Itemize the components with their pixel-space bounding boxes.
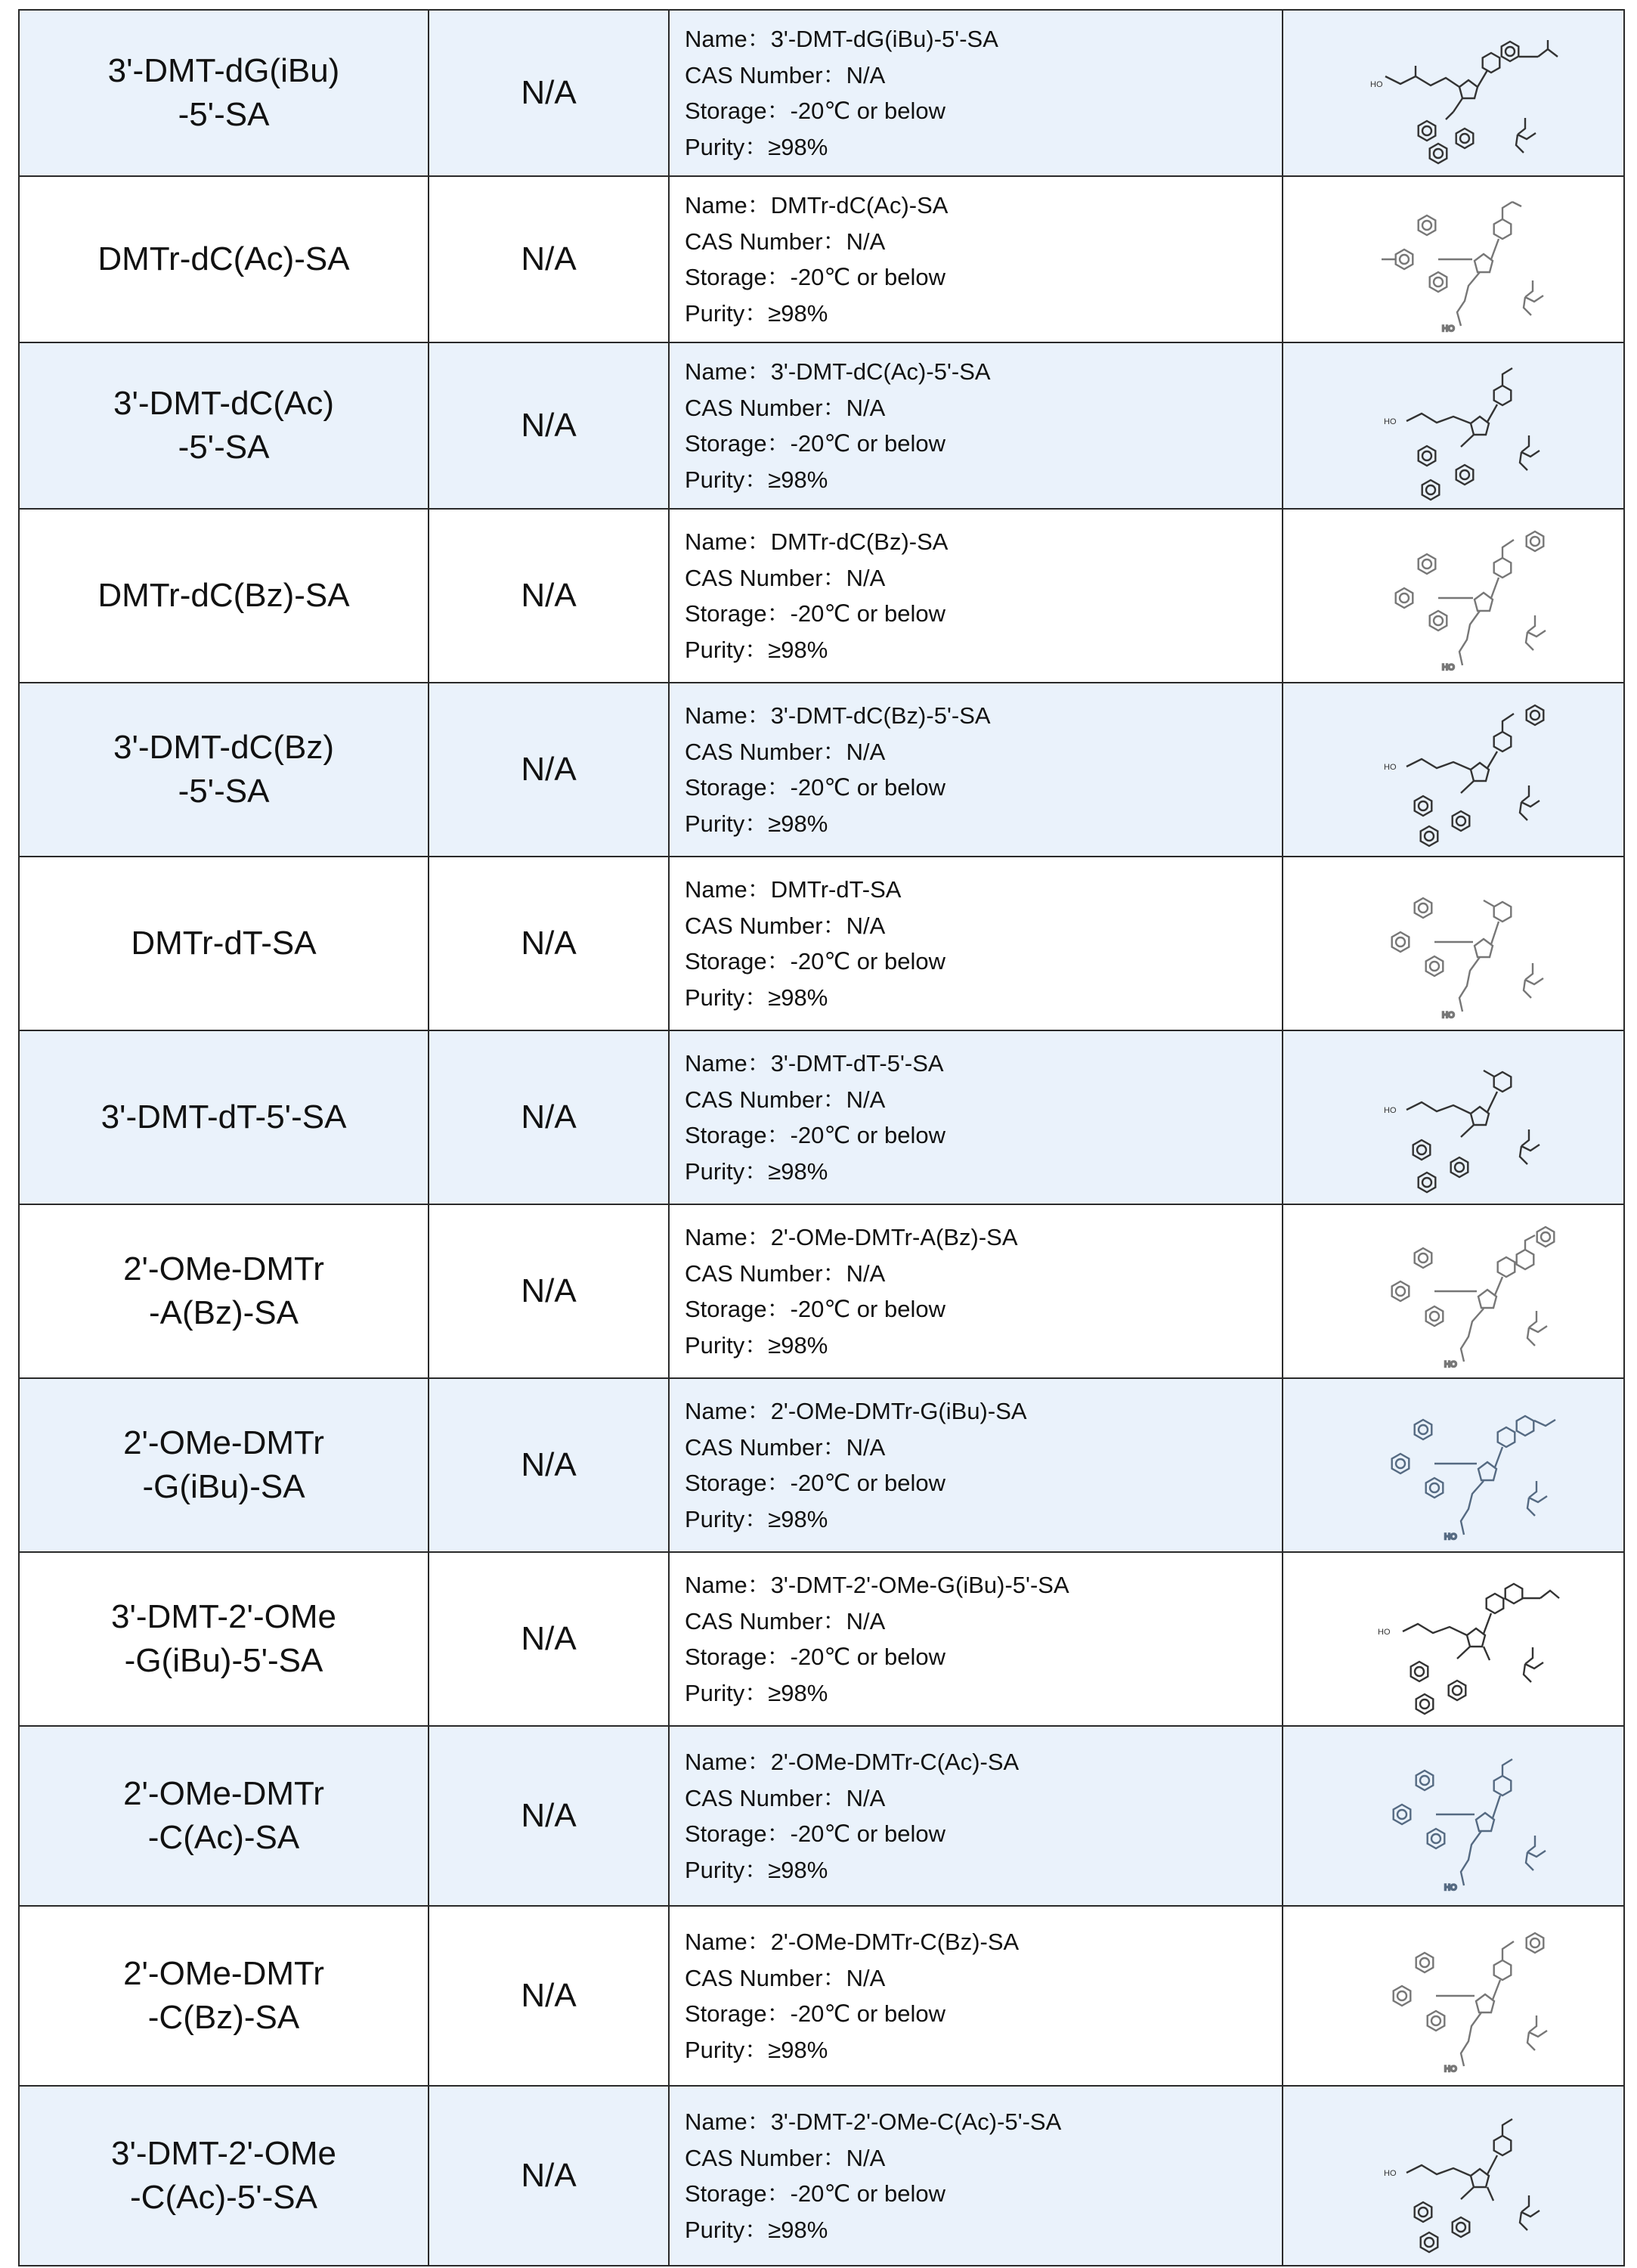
product-name bbox=[19, 857, 429, 1030]
molecule-structure-icon bbox=[1340, 1562, 1567, 1717]
table-row bbox=[19, 1204, 1624, 1378]
cas-number: N/A bbox=[429, 2086, 669, 2266]
info-cas: CAS Number：N/A bbox=[685, 564, 886, 591]
product-name-line: 2'-OMe-DMTr bbox=[123, 1955, 324, 1992]
product-name bbox=[19, 176, 429, 342]
structure-cell bbox=[1283, 1906, 1624, 2086]
info-cas: CAS Number：N/A bbox=[685, 2144, 886, 2171]
svg-text:HO: HO bbox=[1378, 1627, 1391, 1637]
info-storage: Storage：-20℃ or below bbox=[685, 1644, 945, 1670]
product-name bbox=[19, 683, 429, 857]
info-purity: Purity：≥98% bbox=[685, 466, 828, 493]
table-row bbox=[19, 176, 1624, 342]
molecule-structure-icon bbox=[1340, 1388, 1567, 1543]
svg-text:HO: HO bbox=[1442, 324, 1455, 333]
svg-text:HO: HO bbox=[1384, 417, 1397, 426]
cas-number: N/A bbox=[429, 342, 669, 509]
product-info bbox=[669, 509, 1283, 683]
info-purity: Purity：≥98% bbox=[685, 133, 828, 160]
product-name bbox=[19, 1552, 429, 1726]
product-name bbox=[19, 10, 429, 176]
product-name-line: DMTr-dT-SA bbox=[131, 925, 317, 962]
cas-number: N/A bbox=[429, 10, 669, 176]
svg-text:HO: HO bbox=[1384, 762, 1397, 772]
product-info bbox=[669, 342, 1283, 509]
product-info bbox=[669, 857, 1283, 1030]
info-cas: CAS Number：N/A bbox=[685, 61, 886, 88]
product-info bbox=[669, 683, 1283, 857]
product-name-line: -C(Bz)-SA bbox=[147, 1999, 300, 2036]
info-cas: CAS Number：N/A bbox=[685, 1259, 886, 1287]
cas-number: N/A bbox=[429, 1030, 669, 1204]
product-name-line: -C(Ac)-SA bbox=[147, 1819, 300, 1856]
product-info bbox=[669, 1552, 1283, 1726]
table-row bbox=[19, 1378, 1624, 1552]
molecule-structure-icon bbox=[1340, 2099, 1567, 2254]
molecule-structure-icon bbox=[1340, 1919, 1567, 2074]
structure-cell bbox=[1283, 1726, 1624, 1906]
product-name bbox=[19, 1030, 429, 1204]
product-name-line: 3'-DMT-2'-OMe bbox=[111, 1598, 336, 1635]
info-cas: CAS Number：N/A bbox=[685, 1607, 886, 1634]
product-table bbox=[18, 9, 1625, 2266]
info-cas: CAS Number：N/A bbox=[685, 1086, 886, 1113]
structure-cell bbox=[1283, 1204, 1624, 1378]
molecule-structure-icon bbox=[1340, 17, 1567, 169]
cas-number: N/A bbox=[429, 1552, 669, 1726]
molecule-structure-icon bbox=[1340, 866, 1567, 1021]
molecule-structure-icon bbox=[1340, 692, 1567, 847]
info-name: Name：3'-DMT-2'-OMe-C(Ac)-5'-SA bbox=[685, 2108, 1062, 2135]
info-purity: Purity：≥98% bbox=[685, 810, 828, 837]
info-name: Name：DMTr-dT-SA bbox=[685, 876, 902, 903]
product-info bbox=[669, 1726, 1283, 1906]
table-row bbox=[19, 10, 1624, 176]
info-cas: CAS Number：N/A bbox=[685, 738, 886, 765]
cas-number: N/A bbox=[429, 1378, 669, 1552]
info-storage: Storage：-20℃ or below bbox=[685, 774, 945, 801]
info-name: Name：DMTr-dC(Bz)-SA bbox=[685, 528, 948, 555]
info-storage: Storage：-20℃ or below bbox=[685, 430, 945, 457]
table-row bbox=[19, 2086, 1624, 2266]
svg-text:HO: HO bbox=[1384, 1105, 1397, 1115]
svg-text:HO: HO bbox=[1444, 1359, 1457, 1369]
info-name: Name：3'-DMT-dG(iBu)-5'-SA bbox=[685, 26, 998, 52]
structure-cell bbox=[1283, 509, 1624, 683]
molecule-structure-icon bbox=[1340, 519, 1567, 674]
info-name: Name：DMTr-dC(Ac)-SA bbox=[685, 192, 948, 218]
table-row bbox=[19, 1552, 1624, 1726]
structure-cell bbox=[1283, 857, 1624, 1030]
structure-cell bbox=[1283, 1030, 1624, 1204]
info-storage: Storage：-20℃ or below bbox=[685, 1122, 945, 1148]
product-name-line: DMTr-dC(Bz)-SA bbox=[97, 577, 350, 614]
molecule-structure-icon bbox=[1340, 1214, 1567, 1369]
info-name: Name：3'-DMT-dT-5'-SA bbox=[685, 1050, 944, 1077]
product-name-line: 3'-DMT-2'-OMe bbox=[111, 2135, 336, 2172]
product-name-line: -5'-SA bbox=[178, 429, 270, 466]
cas-number: N/A bbox=[429, 1906, 669, 2086]
product-name-line: -G(iBu)-5'-SA bbox=[124, 1642, 323, 1679]
info-name: Name：2'-OMe-DMTr-C(Bz)-SA bbox=[685, 1929, 1020, 1955]
table-row bbox=[19, 1726, 1624, 1906]
product-name-line: 2'-OMe-DMTr bbox=[123, 1424, 324, 1461]
info-purity: Purity：≥98% bbox=[685, 984, 828, 1011]
table-row bbox=[19, 683, 1624, 857]
product-name-line: -5'-SA bbox=[178, 96, 270, 133]
info-purity: Purity：≥98% bbox=[685, 1856, 828, 1883]
product-name-line: 3'-DMT-dC(Ac) bbox=[113, 385, 334, 422]
product-name bbox=[19, 509, 429, 683]
svg-text:HO: HO bbox=[1444, 1532, 1457, 1541]
cas-number: N/A bbox=[429, 1726, 669, 1906]
info-storage: Storage：-20℃ or below bbox=[685, 1820, 945, 1847]
product-name-line: 2'-OMe-DMTr bbox=[123, 1250, 324, 1287]
product-name bbox=[19, 1726, 429, 1906]
structure-cell bbox=[1283, 342, 1624, 509]
product-info bbox=[669, 10, 1283, 176]
info-purity: Purity：≥98% bbox=[685, 1157, 828, 1185]
molecule-structure-icon bbox=[1340, 1739, 1567, 1894]
product-name-line: -G(iBu)-SA bbox=[142, 1468, 305, 1505]
svg-text:HO: HO bbox=[1444, 2064, 1457, 2074]
info-storage: Storage：-20℃ or below bbox=[685, 1296, 945, 1322]
svg-text:HO: HO bbox=[1444, 1882, 1457, 1892]
cas-number: N/A bbox=[429, 683, 669, 857]
product-name bbox=[19, 1204, 429, 1378]
svg-text:HO: HO bbox=[1442, 662, 1455, 672]
info-storage: Storage：-20℃ or below bbox=[685, 600, 945, 627]
info-name: Name：2'-OMe-DMTr-C(Ac)-SA bbox=[685, 1749, 1020, 1775]
info-storage: Storage：-20℃ or below bbox=[685, 2000, 945, 2027]
info-purity: Purity：≥98% bbox=[685, 2036, 828, 2063]
product-info bbox=[669, 1030, 1283, 1204]
info-storage: Storage：-20℃ or below bbox=[685, 2180, 945, 2207]
info-name: Name：2'-OMe-DMTr-A(Bz)-SA bbox=[685, 1224, 1018, 1250]
info-name: Name：3'-DMT-2'-OMe-G(iBu)-5'-SA bbox=[685, 1572, 1069, 1598]
structure-cell bbox=[1283, 2086, 1624, 2266]
table-row bbox=[19, 342, 1624, 509]
product-info bbox=[669, 1378, 1283, 1552]
cas-number: N/A bbox=[429, 1204, 669, 1378]
molecule-structure-icon bbox=[1340, 1040, 1567, 1195]
info-storage: Storage：-20℃ or below bbox=[685, 948, 945, 974]
table-row bbox=[19, 1030, 1624, 1204]
product-name-line: 3'-DMT-dT-5'-SA bbox=[101, 1098, 347, 1136]
structure-cell bbox=[1283, 10, 1624, 176]
info-purity: Purity：≥98% bbox=[685, 636, 828, 663]
info-name: Name：3'-DMT-dC(Ac)-5'-SA bbox=[685, 358, 991, 385]
info-storage: Storage：-20℃ or below bbox=[685, 264, 945, 290]
info-cas: CAS Number：N/A bbox=[685, 912, 886, 939]
info-purity: Purity：≥98% bbox=[685, 2216, 828, 2243]
table-row bbox=[19, 509, 1624, 683]
info-name: Name：3'-DMT-dC(Bz)-5'-SA bbox=[685, 702, 991, 729]
cas-number: N/A bbox=[429, 176, 669, 342]
info-purity: Purity：≥98% bbox=[685, 1679, 828, 1706]
product-name-line: 2'-OMe-DMTr bbox=[123, 1775, 324, 1812]
structure-cell bbox=[1283, 683, 1624, 857]
info-cas: CAS Number：N/A bbox=[685, 1784, 886, 1811]
product-name-line: 3'-DMT-dG(iBu) bbox=[107, 52, 340, 89]
info-cas: CAS Number：N/A bbox=[685, 394, 886, 421]
product-info bbox=[669, 176, 1283, 342]
structure-cell bbox=[1283, 176, 1624, 342]
info-purity: Purity：≥98% bbox=[685, 1331, 828, 1359]
product-name-line: -A(Bz)-SA bbox=[149, 1294, 299, 1331]
product-name-line: -5'-SA bbox=[178, 773, 270, 810]
info-storage: Storage：-20℃ or below bbox=[685, 98, 945, 124]
product-name bbox=[19, 1906, 429, 2086]
table-row bbox=[19, 857, 1624, 1030]
molecule-structure-icon bbox=[1340, 350, 1567, 501]
product-info bbox=[669, 2086, 1283, 2266]
cas-number: N/A bbox=[429, 509, 669, 683]
structure-cell bbox=[1283, 1378, 1624, 1552]
svg-text:HO: HO bbox=[1442, 1010, 1455, 1020]
info-purity: Purity：≥98% bbox=[685, 299, 828, 327]
structure-cell bbox=[1283, 1552, 1624, 1726]
product-name-line: DMTr-dC(Ac)-SA bbox=[97, 240, 350, 277]
info-purity: Purity：≥98% bbox=[685, 1505, 828, 1532]
cas-number: N/A bbox=[429, 857, 669, 1030]
svg-text:HO: HO bbox=[1370, 80, 1383, 89]
table-row bbox=[19, 1906, 1624, 2086]
product-name bbox=[19, 342, 429, 509]
product-info bbox=[669, 1204, 1283, 1378]
product-name bbox=[19, 2086, 429, 2266]
molecule-structure-icon bbox=[1340, 184, 1567, 335]
product-name bbox=[19, 1378, 429, 1552]
product-info bbox=[669, 1906, 1283, 2086]
info-cas: CAS Number：N/A bbox=[685, 1964, 886, 1991]
info-name: Name：2'-OMe-DMTr-G(iBu)-SA bbox=[685, 1398, 1027, 1424]
product-name-line: 3'-DMT-dC(Bz) bbox=[113, 729, 334, 766]
info-cas: CAS Number：N/A bbox=[685, 228, 886, 255]
product-name-line: -C(Ac)-5'-SA bbox=[130, 2179, 317, 2216]
info-cas: CAS Number：N/A bbox=[685, 1433, 886, 1461]
info-storage: Storage：-20℃ or below bbox=[685, 1470, 945, 1496]
svg-text:HO: HO bbox=[1384, 2168, 1397, 2178]
